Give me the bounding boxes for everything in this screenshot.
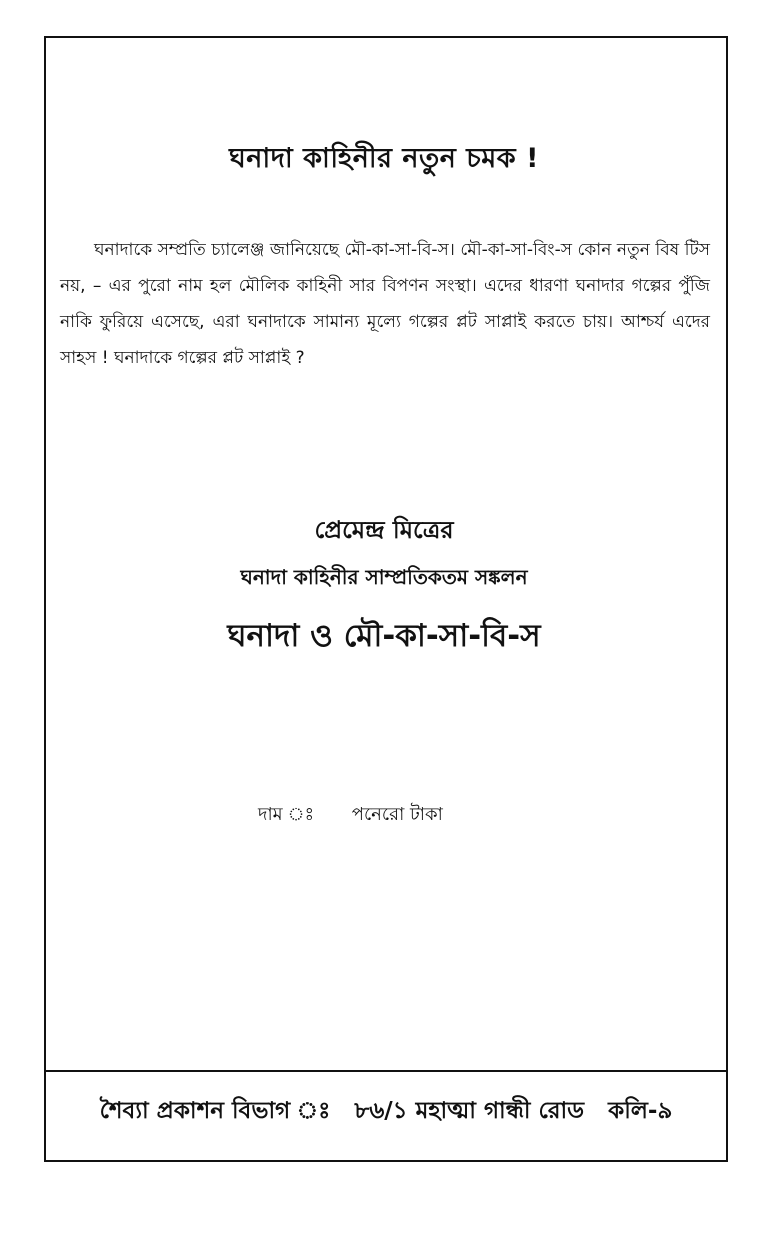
publisher-name: শৈব্যা প্রকাশন বিভাগ ঃ [99,1098,331,1124]
author-line: প্রেমেন্দ্র মিত্রের [314,516,454,544]
publisher-footer [44,1092,728,1131]
description-paragraph: ঘনাদাকে সম্প্রতি চ্যালেঞ্জ জানিয়েছে মৌ-কা-সা-বি-স। মৌ-কা-সা-বিং-স কোন নতুন বিষ টিস নয়, – এর পুরো নাম হল মৌলিক কাহিনী সার বিপণন সংস্থা। এদের ধারণা ঘনাদার গল্পের পুঁজি নাকি ফুরিয়ে এসেছে, এরা ঘনাদাকে সামান্য মূল্যে গল্পের প্লট সাপ্লাই করতে চায়। আশ্চর্য এদের সাহস ! ঘনাদাকে গল্পের প্লট সাপ্লাই ? [60,240,710,368]
publisher-address: ৮৬/১ মহাত্মা গান্ধী রোড [354,1098,585,1124]
footer-divider [44,1070,728,1072]
collection-line: ঘনাদা কাহিনীর সাম্প্রতিকতম সঙ্কলন [240,565,528,589]
price-line [258,800,578,831]
price-value: পনেরো টাকা [351,804,443,825]
book-title: ঘনাদা ও মৌ-কা-সা-বি-স [227,618,541,654]
page-border [44,36,728,1162]
price-label: দাম ঃ [258,804,315,825]
publisher-city: কলি-৯ [608,1098,673,1124]
headline: ঘনাদা কাহিনীর নতুন চমক ! [229,143,539,174]
